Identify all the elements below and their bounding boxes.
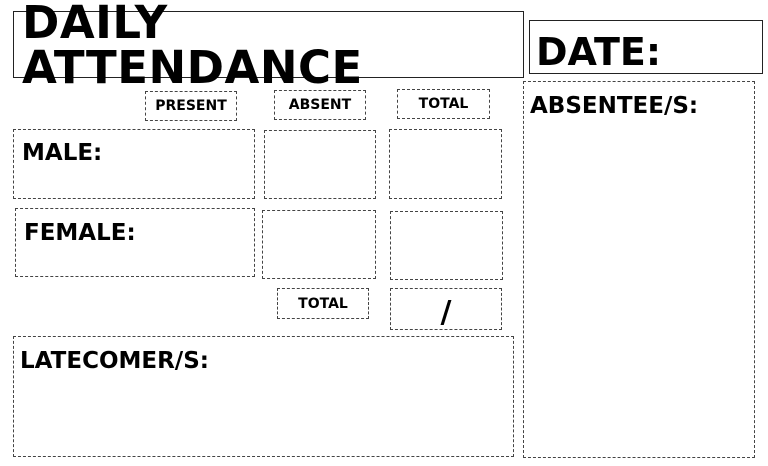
grand-total-cell[interactable]: / <box>390 288 502 330</box>
female-row-label: FEMALE: <box>24 220 136 246</box>
male-row-label: MALE: <box>22 140 103 166</box>
male-present-cell[interactable] <box>13 129 255 199</box>
absent-column-header: ABSENT <box>274 90 366 120</box>
male-absent-cell[interactable] <box>264 130 376 199</box>
latecomers-section[interactable] <box>13 336 514 457</box>
absentees-section[interactable] <box>523 81 755 458</box>
latecomers-label: LATECOMER/S: <box>20 348 209 374</box>
female-present-cell[interactable] <box>15 208 255 277</box>
date-field[interactable] <box>529 20 763 74</box>
absentees-label: ABSENTEE/S: <box>530 93 699 119</box>
date-label: DATE: <box>536 30 662 74</box>
male-total-cell[interactable] <box>389 129 502 199</box>
total-column-header: TOTAL <box>397 89 490 119</box>
form-title: DAILY ATTENDANCE <box>13 11 524 78</box>
present-column-header: PRESENT <box>145 91 237 121</box>
female-absent-cell[interactable] <box>262 210 376 279</box>
total-row-label: TOTAL <box>277 288 369 319</box>
female-total-cell[interactable] <box>390 211 503 280</box>
